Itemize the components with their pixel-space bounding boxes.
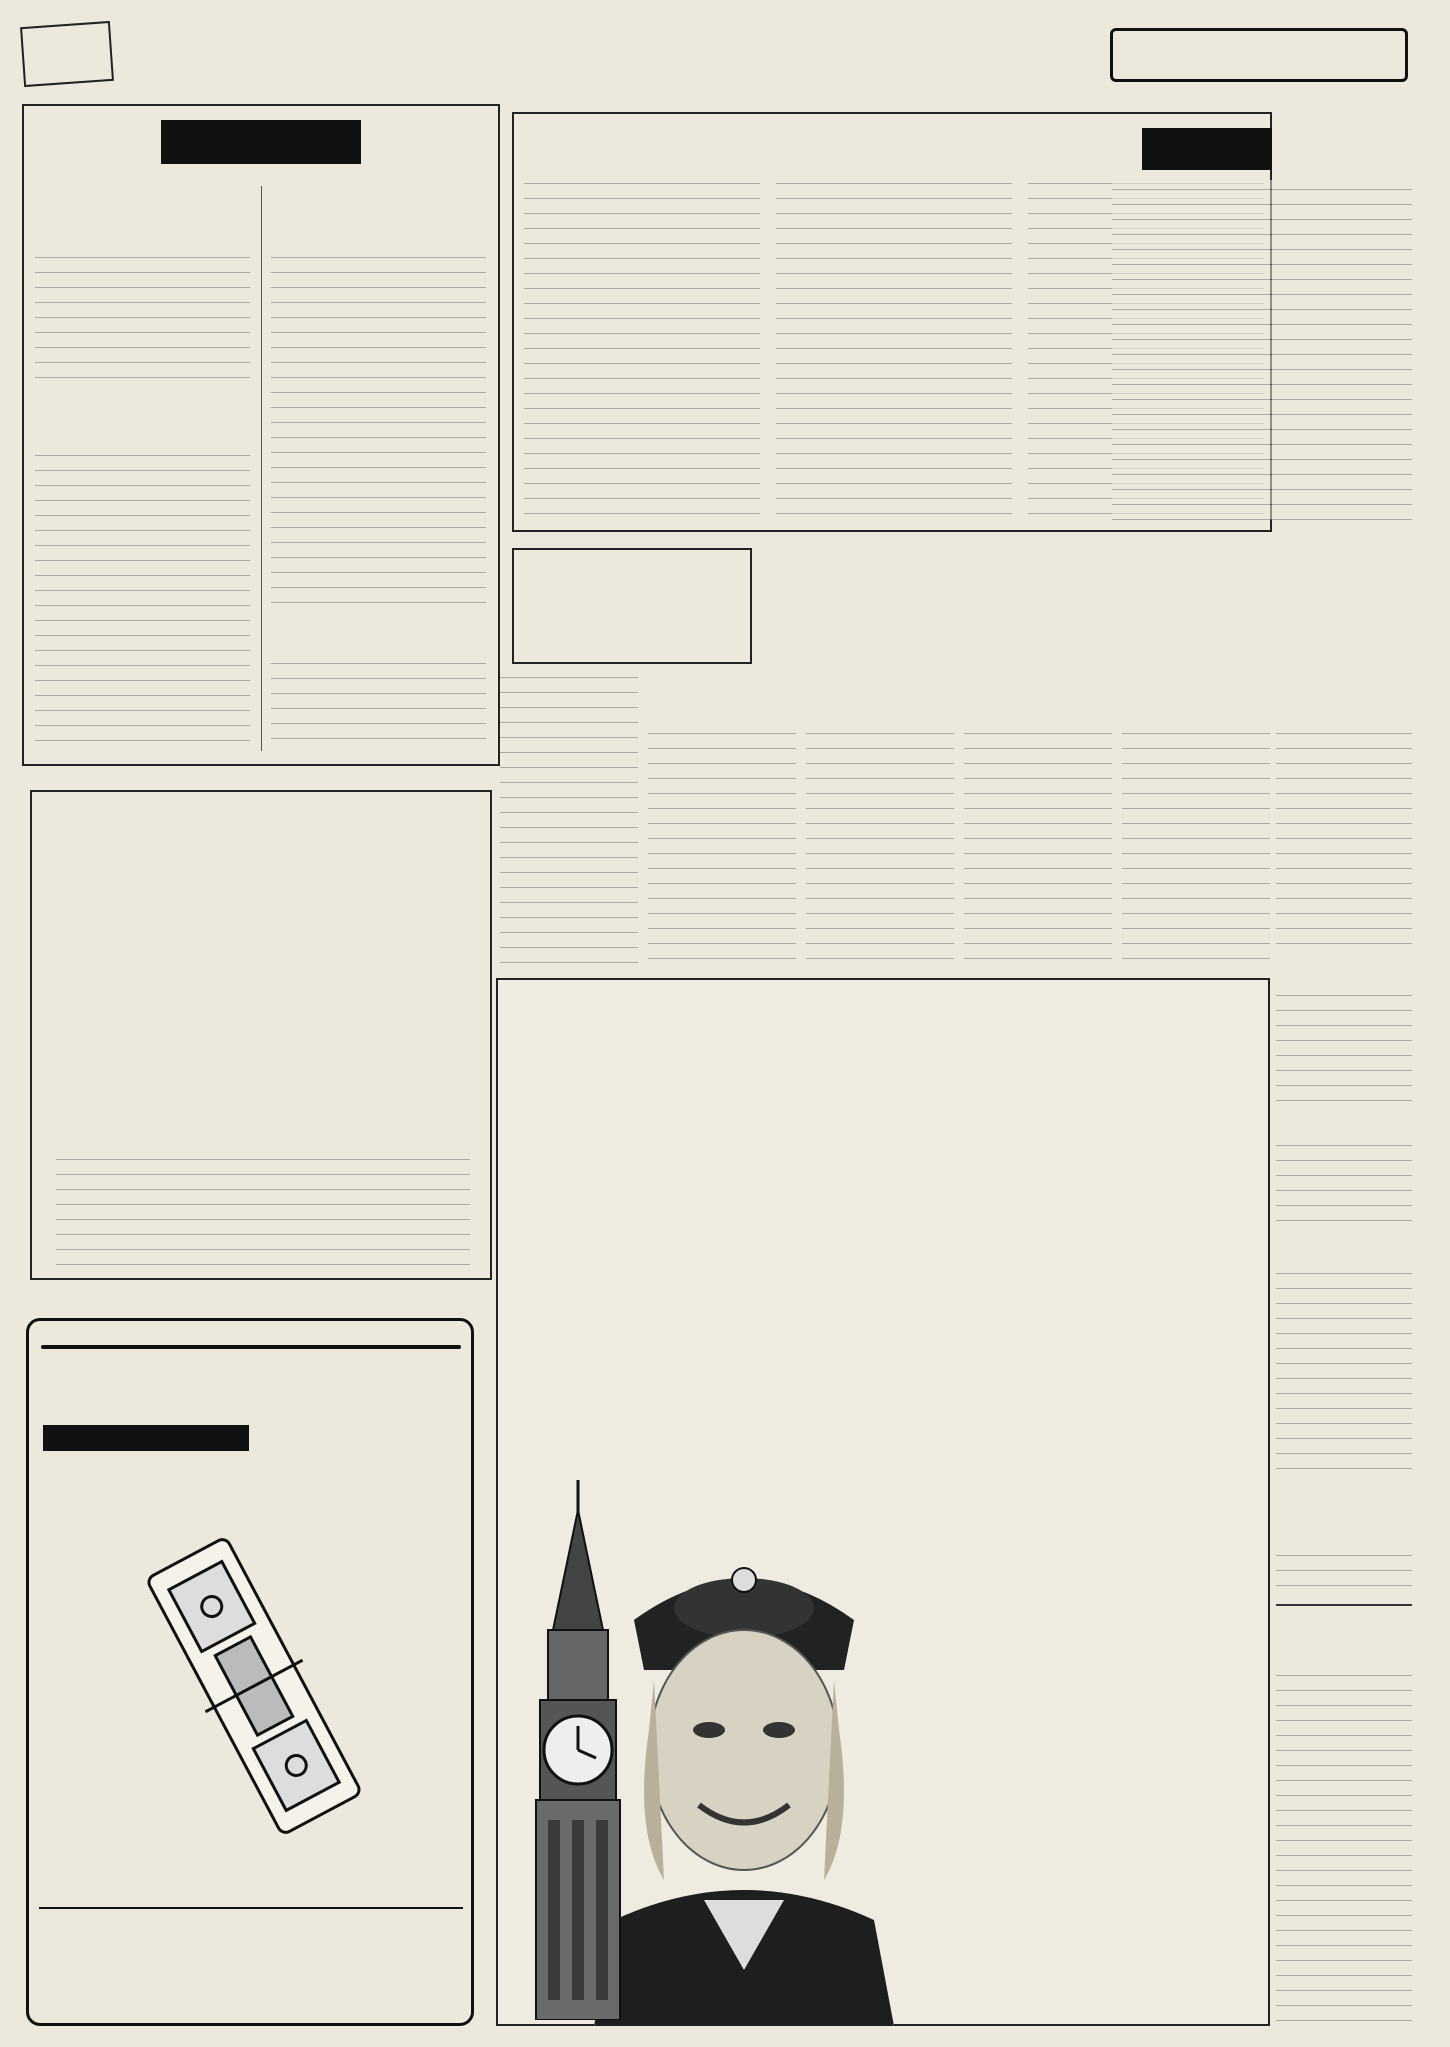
continued-text bbox=[1276, 1666, 1412, 2026]
commodities-col-3 bbox=[806, 724, 954, 964]
concorde-article-text bbox=[271, 248, 486, 616]
malaysia-gas-text bbox=[35, 446, 250, 751]
narrow-text-2 bbox=[1276, 986, 1412, 1106]
column-divider bbox=[261, 186, 262, 751]
narrow-text-5 bbox=[1276, 1546, 1412, 1596]
construction-subhead-box bbox=[512, 548, 752, 664]
paper-logo bbox=[20, 21, 114, 87]
world-economy-title bbox=[161, 120, 361, 164]
commodities-article bbox=[500, 724, 1270, 974]
commentary-label bbox=[1142, 128, 1272, 170]
commodities-col-5 bbox=[500, 668, 638, 964]
commodities-col-1 bbox=[1122, 724, 1270, 964]
commodities-col-4 bbox=[648, 724, 796, 964]
pichaz-name bbox=[41, 1345, 461, 1349]
world-economy-section bbox=[22, 104, 500, 766]
narrow-text-1 bbox=[1276, 724, 1412, 954]
british-airways-ad bbox=[496, 978, 1270, 2026]
bank-notice-fineprint bbox=[56, 1150, 470, 1266]
pichaz-electric-ad bbox=[26, 1318, 474, 2026]
masthead-left bbox=[22, 20, 272, 90]
siemens-article-text bbox=[35, 248, 250, 380]
steel-text-col-2 bbox=[776, 174, 1012, 519]
ad-divider bbox=[39, 1907, 463, 1909]
commodities-col-2 bbox=[964, 724, 1112, 964]
right-narrow-column bbox=[1276, 724, 1412, 1524]
pichaz-name-en bbox=[43, 1425, 249, 1451]
abudhabi-loan-text bbox=[271, 654, 486, 751]
stewardess-photo bbox=[594, 1500, 894, 2026]
fuse-holder-illustration bbox=[139, 1521, 369, 1851]
divider-rule bbox=[1276, 1604, 1412, 1606]
narrow-text-3 bbox=[1276, 1136, 1412, 1234]
central-bank-notice bbox=[30, 790, 492, 1280]
big-ben-illustration bbox=[518, 1480, 638, 2020]
narrow-text-4 bbox=[1276, 1264, 1412, 1474]
section-title bbox=[1110, 28, 1408, 82]
commentary-text bbox=[1112, 180, 1412, 520]
steel-text-col-1 bbox=[524, 174, 760, 519]
